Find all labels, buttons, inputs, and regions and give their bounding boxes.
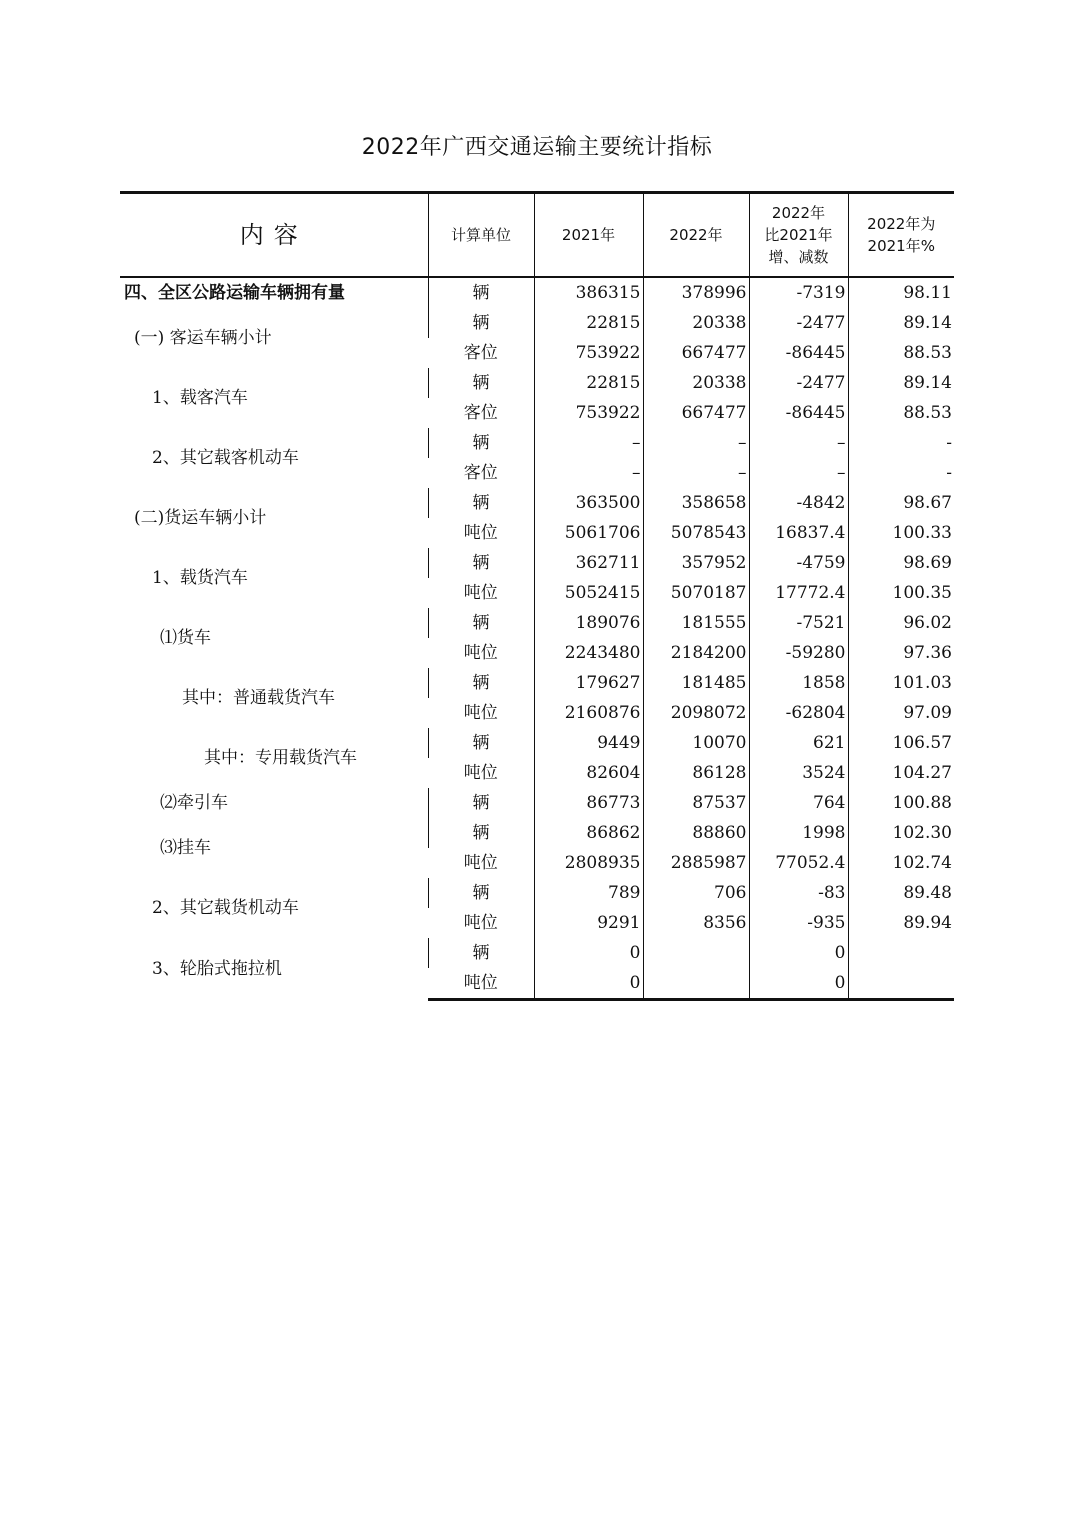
- change-value: 1998: [749, 818, 848, 848]
- value-2022: 5078543: [643, 518, 749, 548]
- row-label: 其中：普通载货汽车: [182, 688, 335, 708]
- page-title: 2022年广西交通运输主要统计指标: [361, 135, 713, 160]
- table-row: [120, 548, 954, 578]
- row-label: 1、载货汽车: [152, 568, 248, 588]
- table-row: [120, 428, 954, 458]
- header-change-line2: 比2021年: [764, 226, 833, 244]
- value-2021: 386315: [534, 277, 643, 308]
- value-2021: 9449: [534, 728, 643, 758]
- unit-cell: 辆: [428, 788, 534, 818]
- header-change: [749, 193, 848, 278]
- change-value: 621: [749, 728, 848, 758]
- unit-cell: 吨位: [463, 523, 498, 543]
- value-2021: 179627: [534, 668, 643, 698]
- row-label: ⑶挂车: [160, 838, 211, 858]
- table-row: [120, 668, 954, 698]
- unit-cell: 辆: [428, 668, 534, 698]
- row-label: 四、全区公路运输车辆拥有量: [124, 283, 345, 303]
- unit-cell: 辆: [428, 818, 534, 848]
- change-value: 0: [749, 938, 848, 968]
- change-value: 77052.4: [749, 848, 848, 878]
- header-2022: 2022年: [643, 193, 749, 278]
- change-value: -2477: [749, 368, 848, 398]
- row-label: (二)货运车辆小计: [134, 508, 267, 528]
- table-row: [120, 938, 954, 968]
- change-value: -2477: [749, 308, 848, 338]
- value-2021: 362711: [534, 548, 643, 578]
- ratio-value: 97.09: [848, 698, 954, 728]
- change-value: -4759: [749, 548, 848, 578]
- change-value: -86445: [749, 398, 848, 428]
- statistics-table: [120, 191, 954, 1001]
- value-2021: 22815: [534, 308, 643, 338]
- change-value: -7521: [749, 608, 848, 638]
- row-label: 2、其它载客机动车: [152, 448, 299, 468]
- unit-cell: 辆: [428, 548, 534, 578]
- value-2021: 5052415: [534, 578, 643, 608]
- value-2021: –: [534, 458, 643, 488]
- header-unit: 计算单位: [428, 193, 534, 278]
- value-2021: 22815: [534, 368, 643, 398]
- change-value: -59280: [749, 638, 848, 668]
- value-2022: –: [643, 458, 749, 488]
- unit-cell: 辆: [428, 608, 534, 638]
- unit-cell: 吨位: [463, 643, 498, 663]
- row-label: 1、载客汽车: [152, 388, 248, 408]
- unit-cell: 辆: [428, 938, 534, 968]
- ratio-value: -: [848, 428, 954, 458]
- row-label: 2、其它载货机动车: [152, 898, 299, 918]
- unit-cell: 辆: [428, 368, 534, 398]
- value-2022: 20338: [643, 308, 749, 338]
- header-ratio: [848, 193, 954, 278]
- change-value: 17772.4: [749, 578, 848, 608]
- unit-cell: 吨位: [463, 703, 498, 723]
- header-2021: 2021年: [534, 193, 643, 278]
- ratio-value: 89.48: [848, 878, 954, 908]
- value-2022: 2184200: [643, 638, 749, 668]
- value-2021: 189076: [534, 608, 643, 638]
- change-value: 1858: [749, 668, 848, 698]
- change-value: 16837.4: [749, 518, 848, 548]
- table-row: [120, 308, 954, 338]
- change-value: –: [749, 428, 848, 458]
- unit-cell: 客位: [463, 343, 498, 363]
- unit-cell: 吨位: [463, 583, 498, 603]
- value-2021: 2160876: [534, 698, 643, 728]
- ratio-value: 100.88: [848, 788, 954, 818]
- ratio-value: 98.11: [848, 277, 954, 308]
- value-2022: 706: [643, 878, 749, 908]
- change-value: –: [749, 458, 848, 488]
- value-2021: 9291: [534, 908, 643, 938]
- row-label: 3、轮胎式拖拉机: [152, 958, 282, 979]
- header-change-line3: 增、减数: [768, 248, 829, 266]
- value-2022: 181485: [643, 668, 749, 698]
- change-value: -62804: [749, 698, 848, 728]
- value-2021: 0: [534, 968, 643, 1000]
- value-2021: 5061706: [534, 518, 643, 548]
- ratio-value: [848, 938, 954, 968]
- value-2021: 82604: [534, 758, 643, 788]
- value-2021: 363500: [534, 488, 643, 518]
- change-value: -86445: [749, 338, 848, 368]
- value-2022: 86128: [643, 758, 749, 788]
- unit-cell: 客位: [463, 463, 498, 483]
- value-2022: 88860: [643, 818, 749, 848]
- value-2021: –: [534, 428, 643, 458]
- table-body: [120, 277, 954, 1000]
- change-value: -935: [749, 908, 848, 938]
- ratio-value: 98.67: [848, 488, 954, 518]
- change-value: 3524: [749, 758, 848, 788]
- ratio-value: 101.03: [848, 668, 954, 698]
- value-2021: 86862: [534, 818, 643, 848]
- table-row: [120, 788, 954, 818]
- ratio-value: 106.57: [848, 728, 954, 758]
- unit-cell: 吨位: [428, 968, 534, 1000]
- header-ratio-line1: 2022年为: [867, 215, 936, 233]
- change-value: 0: [749, 968, 848, 1000]
- value-2022: 667477: [643, 398, 749, 428]
- table-row: [120, 608, 954, 638]
- unit-cell: 吨位: [463, 913, 498, 933]
- table-row: [120, 818, 954, 848]
- value-2022: –: [643, 428, 749, 458]
- value-2021: 0: [534, 938, 643, 968]
- value-2022: 20338: [643, 368, 749, 398]
- unit-cell: 辆: [428, 488, 534, 518]
- ratio-value: 96.02: [848, 608, 954, 638]
- value-2022: 357952: [643, 548, 749, 578]
- row-label: ⑵牵引车: [160, 793, 228, 813]
- ratio-value: -: [848, 458, 954, 488]
- value-2022: 181555: [643, 608, 749, 638]
- ratio-value: 104.27: [848, 758, 954, 788]
- table-header: [120, 193, 954, 278]
- value-2021: 789: [534, 878, 643, 908]
- unit-cell: 吨位: [463, 853, 498, 873]
- row-label: ⑴货车: [160, 628, 211, 648]
- value-2022: [643, 968, 749, 1000]
- value-2022: [643, 938, 749, 968]
- ratio-value: 98.69: [848, 548, 954, 578]
- value-2021: 86773: [534, 788, 643, 818]
- value-2021: 2808935: [534, 848, 643, 878]
- value-2022: 667477: [643, 338, 749, 368]
- ratio-value: 102.74: [848, 848, 954, 878]
- value-2022: 358658: [643, 488, 749, 518]
- table-row: [120, 277, 954, 308]
- row-label: (一) 客运车辆小计: [134, 328, 272, 348]
- table-row: [120, 368, 954, 398]
- ratio-value: 100.33: [848, 518, 954, 548]
- unit-cell: 辆: [428, 728, 534, 758]
- row-label: 其中：专用载货汽车: [204, 748, 357, 768]
- ratio-value: 89.14: [848, 368, 954, 398]
- unit-cell: 客位: [463, 403, 498, 423]
- value-2022: 378996: [643, 277, 749, 308]
- header-content: 内容: [120, 193, 428, 278]
- change-value: -83: [749, 878, 848, 908]
- value-2022: 2885987: [643, 848, 749, 878]
- value-2022: 2098072: [643, 698, 749, 728]
- header-row: [120, 193, 954, 278]
- ratio-value: 89.14: [848, 308, 954, 338]
- change-value: -7319: [749, 277, 848, 308]
- ratio-value: 89.94: [848, 908, 954, 938]
- unit-cell: 辆: [428, 277, 534, 308]
- change-value: 764: [749, 788, 848, 818]
- value-2022: 5070187: [643, 578, 749, 608]
- value-2022: 10070: [643, 728, 749, 758]
- ratio-value: 102.30: [848, 818, 954, 848]
- unit-cell: 辆: [428, 308, 534, 338]
- ratio-value: 100.35: [848, 578, 954, 608]
- header-change-line1: 2022年: [771, 204, 826, 222]
- value-2022: 8356: [643, 908, 749, 938]
- value-2022: 87537: [643, 788, 749, 818]
- table-row: [120, 878, 954, 908]
- value-2021: 2243480: [534, 638, 643, 668]
- change-value: -4842: [749, 488, 848, 518]
- ratio-value: 88.53: [848, 398, 954, 428]
- unit-cell: 吨位: [463, 763, 498, 783]
- unit-cell: 辆: [428, 428, 534, 458]
- header-ratio-line2: 2021年%: [867, 237, 935, 255]
- ratio-value: 88.53: [848, 338, 954, 368]
- unit-cell: 辆: [428, 878, 534, 908]
- table-row: [120, 728, 954, 758]
- table-row: [120, 488, 954, 518]
- value-2021: 753922: [534, 338, 643, 368]
- value-2021: 753922: [534, 398, 643, 428]
- ratio-value: [848, 968, 954, 1000]
- ratio-value: 97.36: [848, 638, 954, 668]
